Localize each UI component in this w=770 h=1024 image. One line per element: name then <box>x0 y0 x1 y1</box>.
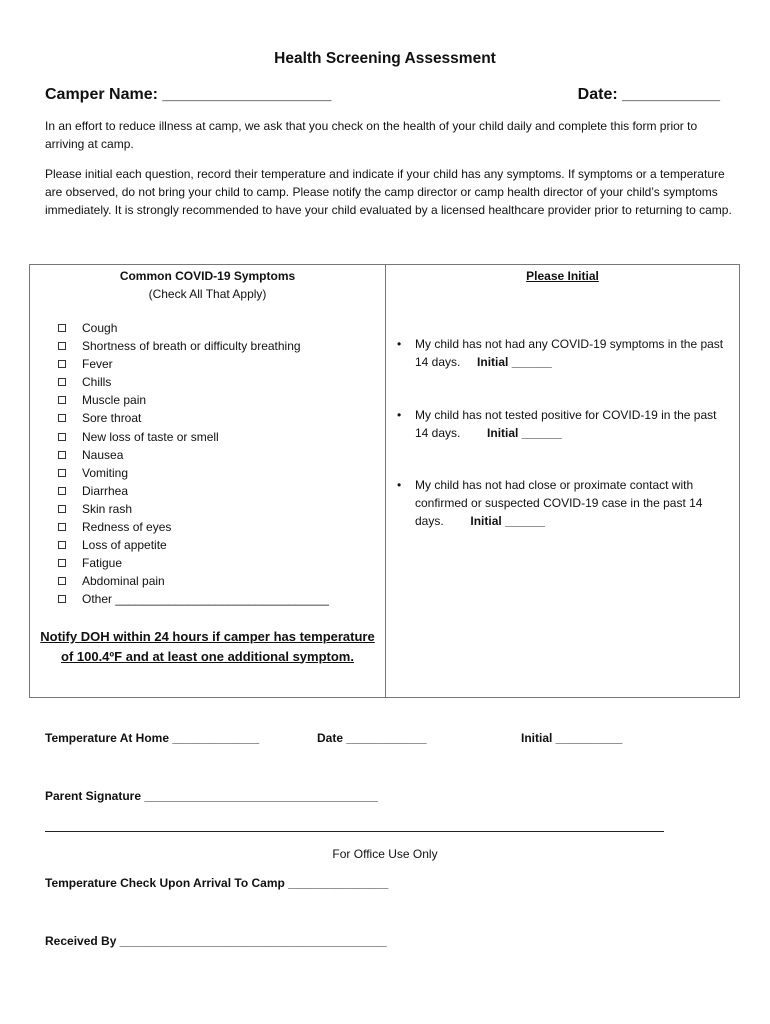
statement-item: • My child has not tested positive for COVID-19 in the past 14 days. Initial ______ <box>397 408 717 440</box>
initial-field[interactable]: Initial ______ <box>470 514 546 528</box>
symptom-label: Shortness of breath or difficulty breathing <box>82 339 301 354</box>
checkbox-icon[interactable] <box>58 433 66 441</box>
symptom-item[interactable] <box>58 373 329 391</box>
symptom-label: Chills <box>82 375 112 390</box>
date-field[interactable]: Date: ___________ <box>577 86 720 103</box>
office-use-label: For Office Use Only <box>332 847 438 861</box>
symptom-label: Skin rash <box>82 501 133 516</box>
temperature-check-field[interactable]: Temperature Check Upon Arrival To Camp _______________ <box>45 876 389 890</box>
initial-heading: Please Initial <box>526 269 599 283</box>
symptom-item[interactable] <box>58 319 329 337</box>
camper-name-field[interactable]: Camper Name: ___________________ <box>45 86 332 103</box>
divider-line <box>45 831 664 832</box>
symptom-label: Fever <box>82 357 113 372</box>
symptom-item[interactable] <box>58 355 329 373</box>
checkbox-icon[interactable] <box>58 595 66 603</box>
checkbox-icon[interactable] <box>58 523 66 531</box>
symptom-item[interactable] <box>58 482 329 500</box>
symptom-item[interactable] <box>58 428 329 446</box>
statement-item: • My child has not had close or proximate contact with confirmed or suspected COVID-19 case in the past 14 days. Initial ______ <box>397 478 703 528</box>
checkbox-icon[interactable] <box>58 505 66 513</box>
checkbox-icon[interactable] <box>58 451 66 459</box>
symptom-label: New loss of taste or smell <box>82 429 219 444</box>
symptom-label: Cough <box>82 321 118 335</box>
checkbox-icon[interactable] <box>58 414 66 422</box>
checkbox-icon[interactable] <box>58 342 66 350</box>
symptom-item[interactable] <box>58 554 329 572</box>
checkbox-icon[interactable] <box>58 378 66 386</box>
symptom-label: Vomiting <box>82 465 129 480</box>
temperature-home-field[interactable]: Temperature At Home _____________ <box>45 731 260 745</box>
date-line-field[interactable]: Date ____________ <box>317 731 427 745</box>
statement-item: • My child has not had any COVID-19 symptoms in the past 14 days. Initial ______ <box>397 337 724 369</box>
checkbox-icon[interactable] <box>58 541 66 549</box>
symptom-item[interactable] <box>58 409 329 427</box>
screening-table <box>29 264 740 698</box>
intro-paragraph-2: Please initial each question, record their temperature and indicate if your child has any symptoms. If symptoms or a temperature are observed, do not bring your child to camp. Please notify the camp director or camp health director of your child’s symptoms immediately. It is strongly recommended to have your child evaluated by a licensed healthcare provider prior to returning to camp. <box>45 167 732 217</box>
bullet-icon: • <box>397 408 402 422</box>
bullet-icon: • <box>397 337 402 351</box>
initial-line-field[interactable]: Initial __________ <box>521 731 623 745</box>
symptom-item[interactable] <box>58 337 329 355</box>
symptom-label: Sore throat <box>82 411 142 426</box>
table-divider <box>385 265 386 697</box>
symptom-item[interactable] <box>58 518 329 536</box>
intro-paragraph-1: In an effort to reduce illness at camp, we ask that you check on the health of your child daily and complete this form prior to arriving at camp. <box>45 119 698 151</box>
symptom-label: Nausea <box>82 447 124 462</box>
symptom-label: Redness of eyes <box>82 520 172 535</box>
checkbox-icon[interactable] <box>58 577 66 585</box>
symptom-item[interactable] <box>58 500 329 518</box>
symptom-item[interactable] <box>58 446 329 464</box>
symptom-item[interactable] <box>58 464 329 482</box>
symptom-item[interactable] <box>58 572 329 590</box>
symptom-label: Loss of appetite <box>82 538 167 553</box>
symptom-item[interactable] <box>58 536 329 554</box>
checkbox-icon[interactable] <box>58 559 66 567</box>
checkbox-icon[interactable] <box>58 396 66 404</box>
symptom-checklist <box>58 319 329 609</box>
checkbox-icon[interactable] <box>58 324 66 332</box>
symptoms-subtitle: (Check All That Apply) <box>148 287 267 301</box>
symptom-label: Other ________________________________ <box>82 592 329 607</box>
symptoms-title: Common COVID-19 Symptoms <box>119 269 296 283</box>
received-by-field[interactable]: Received By ________________________________________ <box>45 934 387 948</box>
page-title: Health Screening Assessment <box>274 50 496 67</box>
checkbox-icon[interactable] <box>58 487 66 495</box>
symptom-label: Diarrhea <box>82 483 129 498</box>
checkbox-icon[interactable] <box>58 469 66 477</box>
symptom-label: Abdominal pain <box>82 574 165 589</box>
symptom-label: Muscle pain <box>82 393 147 408</box>
initial-field[interactable]: Initial ______ <box>477 355 552 369</box>
symptom-label: Fatigue <box>82 556 123 571</box>
symptoms-heading <box>30 267 385 303</box>
initial-field[interactable]: Initial ______ <box>487 426 562 440</box>
bullet-icon: • <box>397 478 402 492</box>
checkbox-icon[interactable] <box>58 360 66 368</box>
symptom-item[interactable] <box>58 391 329 409</box>
doh-notice: Notify DOH within 24 hours if camper has temperature of 100.4ºF and at least one additional symptom. <box>40 629 375 664</box>
symptom-item[interactable] <box>58 590 329 608</box>
parent-signature-field[interactable]: Parent Signature ___________________________________ <box>45 789 378 803</box>
